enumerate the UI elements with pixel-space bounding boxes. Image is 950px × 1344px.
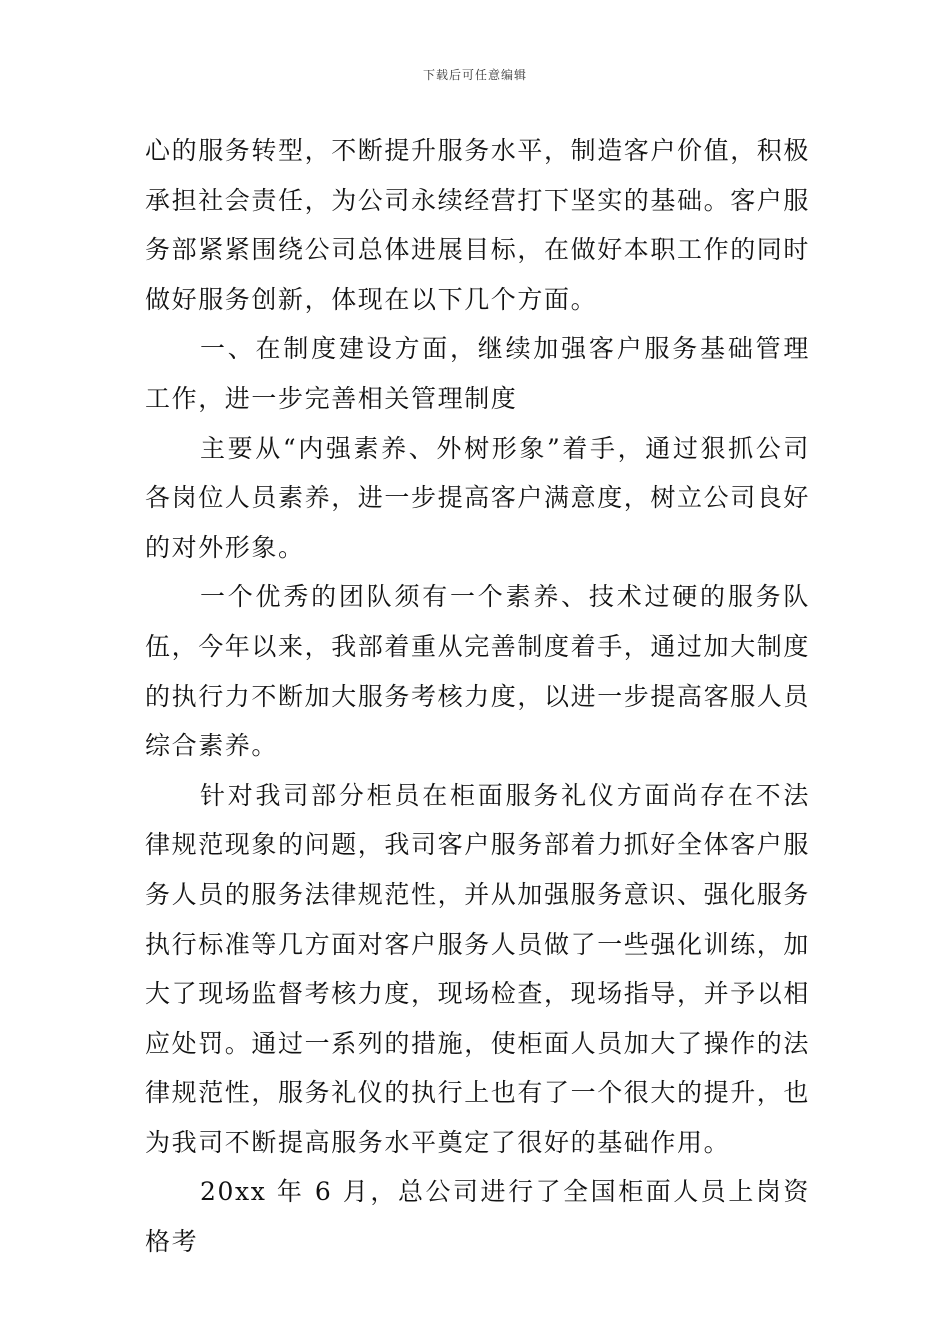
document-body: [145, 126, 810, 1267]
header-note: 下载后可任意编辑: [422, 68, 527, 82]
paragraph-5: 针对我司部分柜员在柜面服务礼仪方面尚存在不法律规范现象的问题，我司客户服务部着力抓好全体客户服务人员的服务法律规范性，并从加强服务意识、强化服务执行标准等几方面对客户服务人员做了一些强化训练，加大了现场监督考核力度，现场检查，现场指导，并予以相应处罚。通过一系列的措施，使柜面人员加大了操作的法律规范性，服务礼仪的执行上也有了一个很大的提升，也为我司不断提高服务水平奠定了很好的基础作用。: [145, 780, 811, 1157]
paragraph-3: 主要从“内强素养、外树形象”着手，通过狠抓公司各岗位人员素养，进一步提高客户满意度，树立公司良好的对外形象。: [145, 433, 811, 562]
paragraph-4: 一个优秀的团队须有一个素养、技术过硬的服务队伍，今年以来，我部着重从完善制度着手，通过加大制度的执行力不断加大服务考核力度，以进一步提高客服人员综合素养。: [145, 582, 811, 761]
paragraph-2: 一、在制度建设方面，继续加强客户服务基础管理工作，进一步完善相关管理制度: [145, 334, 810, 413]
paragraph-6: 20xx 年 6 月，总公司进行了全国柜面人员上岗资格考: [145, 1177, 810, 1257]
paragraph-1: 心的服务转型，不断提升服务水平，制造客户价值，积极承担社会责任，为公司永续经营打下坚实的基础。客户服务部紧紧围绕公司总体进展目标，在做好本职工作的同时做好服务创新，体现在以下几个方面。: [145, 136, 811, 314]
